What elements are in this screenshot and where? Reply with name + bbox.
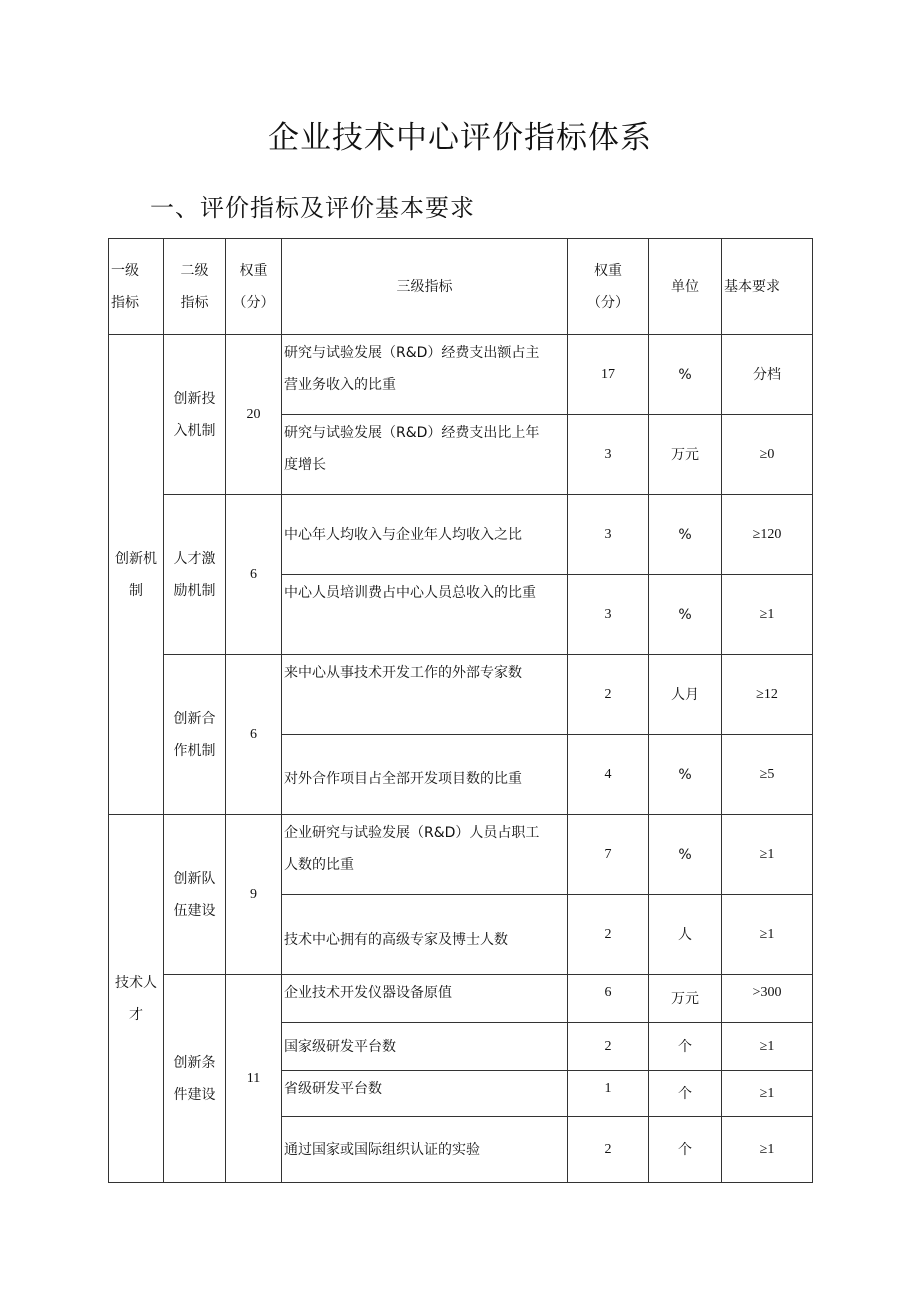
- header-requirement: 基本要求: [722, 239, 813, 335]
- indicator-requirement: ≥1: [722, 1071, 813, 1117]
- indicator-requirement: 分档: [722, 335, 813, 415]
- indicator-weight: 4: [568, 735, 649, 815]
- level2-weight: 6: [226, 655, 282, 815]
- indicator-requirement: ≥1: [722, 815, 813, 895]
- level2-weight: 6: [226, 495, 282, 655]
- level2-weight: 9: [226, 815, 282, 975]
- indicator-requirement: ≥1: [722, 1117, 813, 1183]
- indicator-text: 研究与试验发展（R&D）经费支出额占主 营业务收入的比重: [282, 335, 568, 415]
- indicator-text: 研究与试验发展（R&D）经费支出比上年 度增长: [282, 415, 568, 495]
- indicator-text: 对外合作项目占全部开发项目数的比重: [282, 735, 568, 815]
- table-row: [109, 655, 813, 735]
- level2-cell: 创新队 伍建设: [164, 815, 226, 975]
- section-heading: 一、评价指标及评价基本要求: [150, 194, 475, 222]
- level2-cell: 创新投 入机制: [164, 335, 226, 495]
- table-row: [109, 335, 813, 415]
- level2-cell: 创新条 件建设: [164, 975, 226, 1183]
- indicator-weight: 2: [568, 1117, 649, 1183]
- indicator-unit: 个: [649, 1117, 722, 1183]
- indicator-weight: 2: [568, 655, 649, 735]
- level2-weight: 20: [226, 335, 282, 495]
- indicator-unit: %: [649, 495, 722, 575]
- indicator-unit: 个: [649, 1071, 722, 1117]
- indicator-requirement: ≥1: [722, 1023, 813, 1071]
- indicator-weight: 2: [568, 1023, 649, 1071]
- indicator-unit: 万元: [649, 975, 722, 1023]
- indicator-text: 中心人员培训费占中心人员总收入的比重: [282, 575, 568, 655]
- indicator-weight: 3: [568, 415, 649, 495]
- indicator-text: 来中心从事技术开发工作的外部专家数: [282, 655, 568, 735]
- indicator-text: 通过国家或国际组织认证的实验: [282, 1117, 568, 1183]
- level2-weight: 11: [226, 975, 282, 1183]
- indicator-requirement: ≥120: [722, 495, 813, 575]
- indicator-weight: 1: [568, 1071, 649, 1117]
- table-row: [109, 975, 813, 1023]
- header-unit: 单位: [649, 239, 722, 335]
- indicator-requirement: ≥1: [722, 895, 813, 975]
- header-level1: 一级 指标: [109, 239, 164, 335]
- header-weight3: 权重 （分）: [568, 239, 649, 335]
- header-weight2: 权重 （分）: [226, 239, 282, 335]
- indicator-unit: %: [649, 735, 722, 815]
- level2-cell: 创新合 作机制: [164, 655, 226, 815]
- indicator-text: 企业技术开发仪器设备原值: [282, 975, 568, 1023]
- indicator-text: 国家级研发平台数: [282, 1023, 568, 1071]
- indicator-unit: 个: [649, 1023, 722, 1071]
- indicator-unit: %: [649, 335, 722, 415]
- indicator-requirement: >300: [722, 975, 813, 1023]
- indicator-text: 技术中心拥有的高级专家及博士人数: [282, 895, 568, 975]
- indicator-unit: 人月: [649, 655, 722, 735]
- indicator-requirement: ≥12: [722, 655, 813, 735]
- indicator-weight: 17: [568, 335, 649, 415]
- indicator-unit: 人: [649, 895, 722, 975]
- indicator-unit: 万元: [649, 415, 722, 495]
- indicator-requirement: ≥5: [722, 735, 813, 815]
- indicator-table: [108, 238, 813, 1183]
- indicator-requirement: ≥1: [722, 575, 813, 655]
- indicator-weight: 3: [568, 495, 649, 575]
- table-row: [109, 495, 813, 575]
- indicator-text: 省级研发平台数: [282, 1071, 568, 1117]
- level2-cell: 人才激 励机制: [164, 495, 226, 655]
- indicator-unit: %: [649, 575, 722, 655]
- header-level3: 三级指标: [282, 239, 568, 335]
- indicator-requirement: ≥0: [722, 415, 813, 495]
- header-level2: 二级 指标: [164, 239, 226, 335]
- level1-cell: 技术人 才: [109, 815, 164, 1183]
- indicator-weight: 6: [568, 975, 649, 1023]
- indicator-weight: 2: [568, 895, 649, 975]
- table-row: [109, 815, 813, 895]
- level1-cell: 创新机 制: [109, 335, 164, 815]
- indicator-text: 企业研究与试验发展（R&D）人员占职工 人数的比重: [282, 815, 568, 895]
- header-row: [109, 239, 813, 335]
- indicator-text: 中心年人均收入与企业年人均收入之比: [282, 495, 568, 575]
- indicator-unit: %: [649, 815, 722, 895]
- indicator-weight: 7: [568, 815, 649, 895]
- document-title: 企业技术中心评价指标体系: [268, 120, 652, 156]
- indicator-weight: 3: [568, 575, 649, 655]
